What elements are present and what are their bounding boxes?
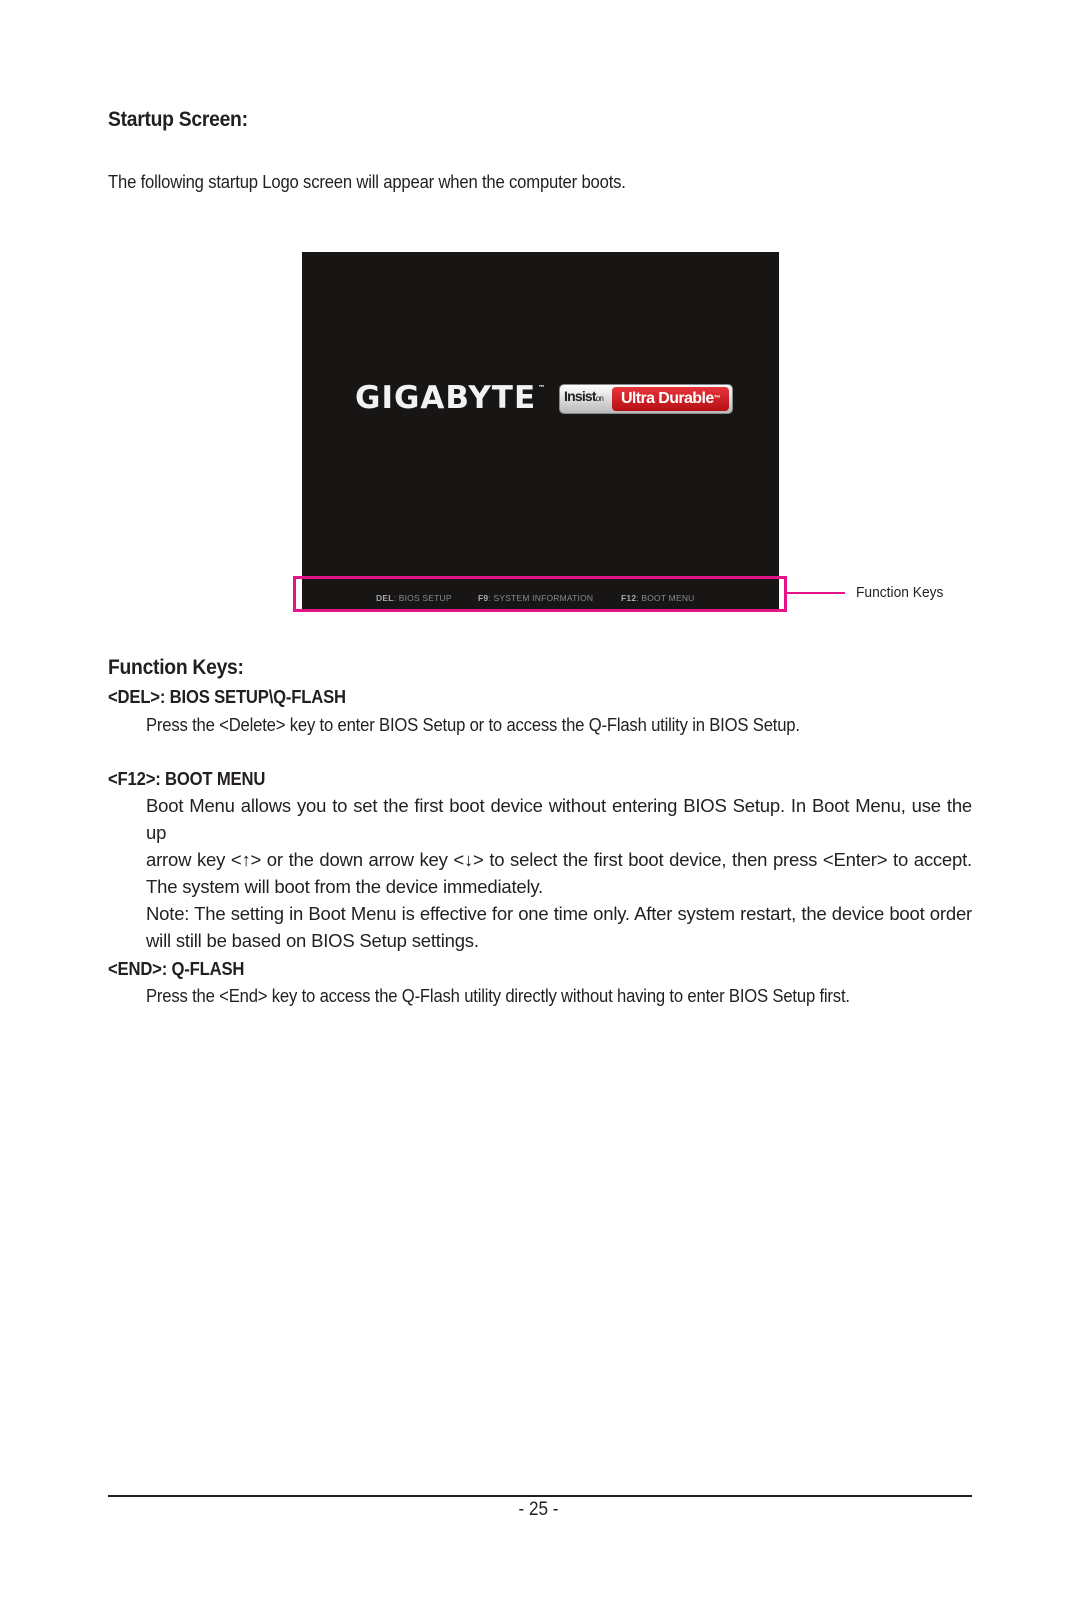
fkey-f9-key: F9 bbox=[478, 593, 489, 603]
badge-ultra-durable-label bbox=[612, 387, 729, 411]
startup-intro-text: The following startup Logo screen will appear when the computer boots. bbox=[108, 171, 626, 192]
function-keys-heading: Function Keys: bbox=[108, 656, 244, 679]
fkey-f12-key: F12 bbox=[621, 593, 637, 603]
badge-trademark: ™ bbox=[713, 395, 721, 402]
fkey-del-key: DEL bbox=[376, 593, 394, 603]
f12-note-line-2: will still be based on BIOS Setup settings. bbox=[146, 930, 479, 951]
gigabyte-logo bbox=[355, 380, 546, 416]
del-key-description: Press the <Delete> key to enter BIOS Setup or to access the Q-Flash utility in BIOS Setup. bbox=[146, 714, 800, 735]
trademark-mark: ™ bbox=[538, 384, 547, 392]
badge-insist-text: Insist bbox=[564, 388, 596, 404]
end-key-title: <END>: Q-FLASH bbox=[108, 958, 245, 979]
del-key-title: <DEL>: BIOS SETUP\Q-FLASH bbox=[108, 686, 346, 707]
badge-insist-label bbox=[564, 388, 603, 404]
f12-key-description bbox=[146, 792, 972, 954]
function-keys-highlight-box bbox=[293, 576, 787, 612]
f12-line-1: Boot Menu allows you to set the first boot device without entering BIOS Setup. In Boot Menu, use the up bbox=[146, 795, 972, 843]
f12-key-title: <F12>: BOOT MENU bbox=[108, 768, 266, 789]
function-keys-callout: Function Keys bbox=[856, 584, 944, 601]
boot-logo-screenshot bbox=[302, 252, 779, 610]
f12-line-2: arrow key <↑> or the down arrow key <↓> to select the first boot device, then press <Enter> to accept. bbox=[146, 849, 972, 870]
startup-screen-heading: Startup Screen: bbox=[108, 108, 248, 131]
fkey-del-label: : BIOS SETUP bbox=[393, 593, 452, 603]
page-number: - 25 - bbox=[518, 1499, 559, 1520]
fkey-f12-label: : BOOT MENU bbox=[636, 593, 695, 603]
ultra-durable-badge bbox=[559, 384, 733, 414]
end-key-description: Press the <End> key to access the Q-Flash utility directly without having to enter BIOS Setup first. bbox=[146, 985, 850, 1006]
gigabyte-logo-text: GIGABYTE bbox=[355, 380, 537, 416]
f12-note-line-1: Note: The setting in Boot Menu is effective for one time only. After system restart, the device boot order bbox=[146, 903, 972, 924]
f12-line-3: The system will boot from the device immediately. bbox=[146, 876, 544, 897]
fkey-f9-label: : SYSTEM INFORMATION bbox=[488, 593, 594, 603]
footer-rule bbox=[108, 1495, 972, 1497]
callout-line bbox=[787, 592, 845, 594]
badge-on-text: on bbox=[595, 394, 604, 403]
badge-ultra-text: Ultra Durable bbox=[620, 390, 714, 407]
